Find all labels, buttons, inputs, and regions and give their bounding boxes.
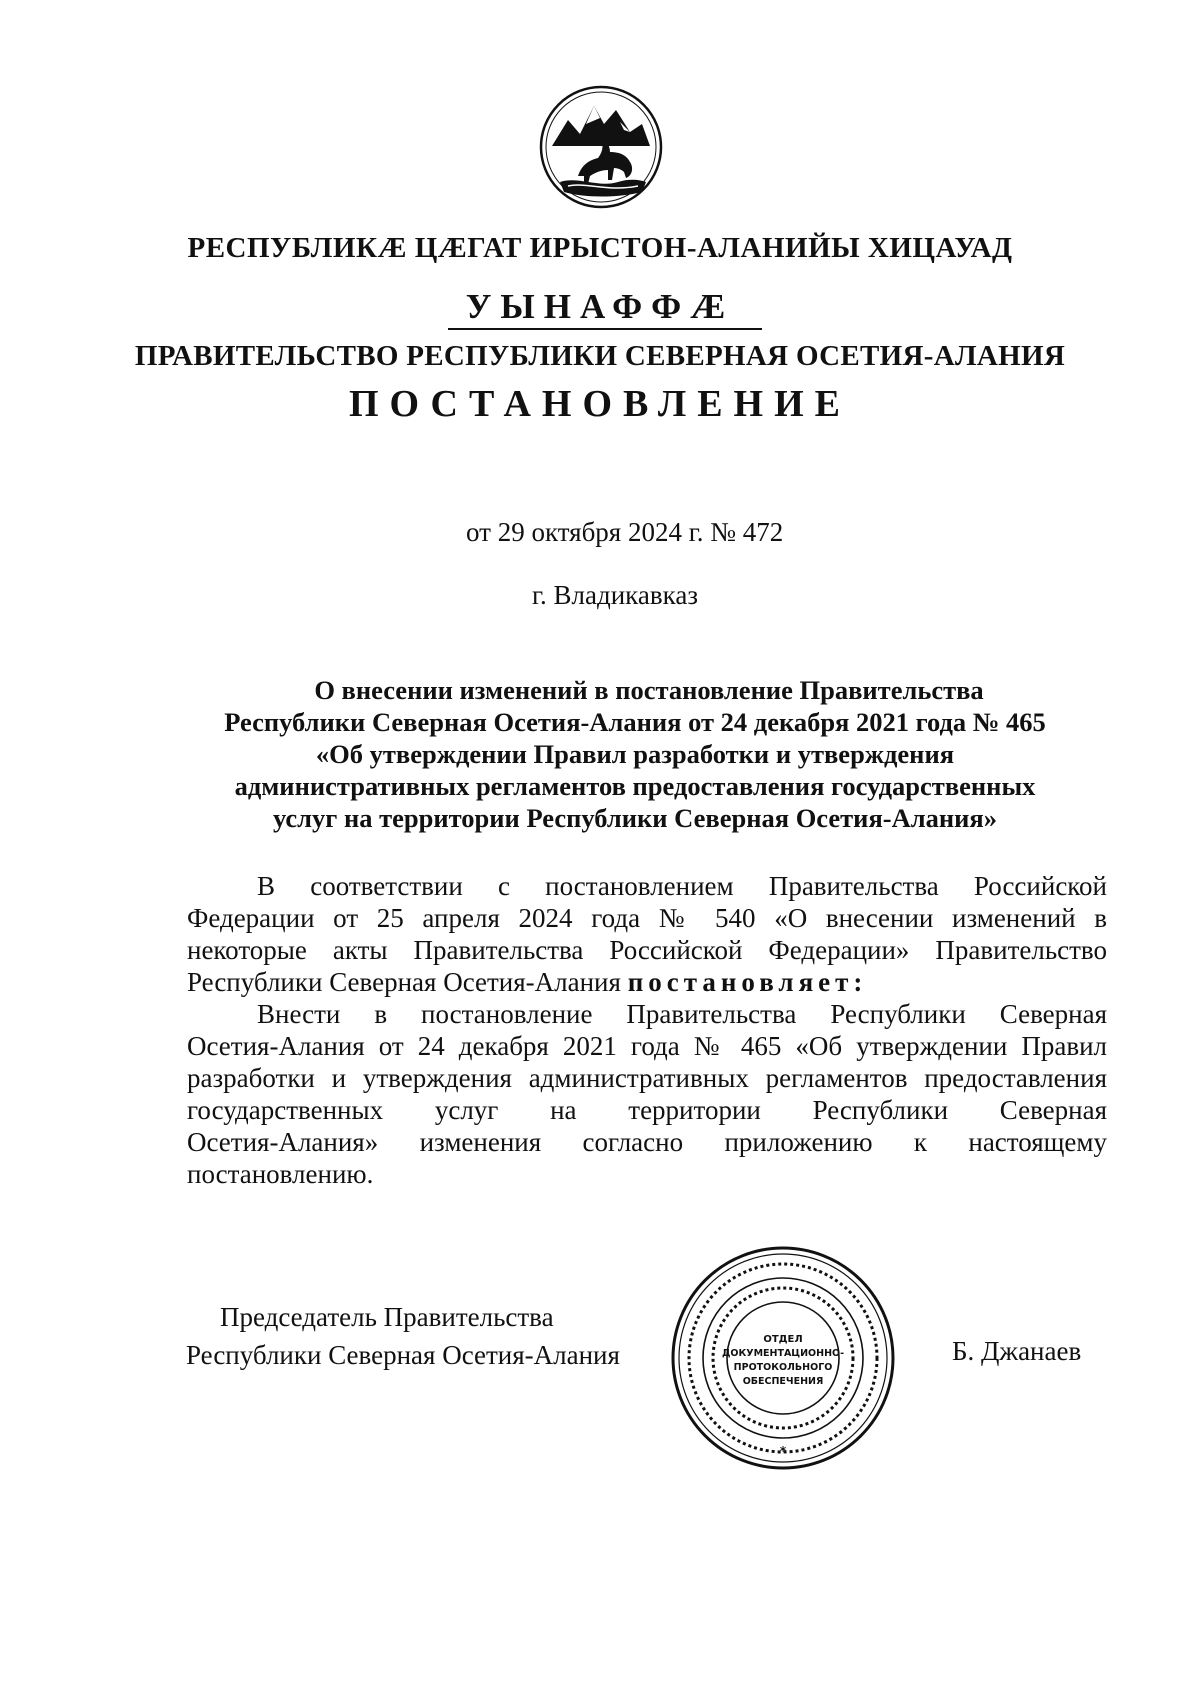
russian-document-type: ПОСТАНОВЛЕНИЕ	[348, 383, 852, 425]
body-line: государственных услуг на территории Республики Северная	[187, 1095, 1107, 1125]
stamp-center-line: ОТДЕЛ	[763, 1334, 803, 1345]
body-line: разработки и утверждения административных регламентов предоставления	[187, 1063, 1107, 1093]
stamp-center-line: ПРОТОКОЛЬНОГО	[733, 1362, 833, 1373]
stamp-center-line: ОБЕСПЕЧЕНИЯ	[742, 1376, 824, 1387]
body-line: некоторые акты Правительства Российской Федерации» Правительство	[187, 935, 1107, 965]
subject-line: услуг на территории Республики Северная Осетия-Алания»	[272, 803, 997, 833]
official-stamp-icon	[668, 1243, 898, 1473]
body-line: Осетия-Алания» изменения согласно приложению к настоящему	[187, 1127, 1107, 1157]
document-city: г. Владикавказ	[532, 580, 698, 610]
body-line: Внести в постановление Правительства Республики Северная	[257, 999, 1107, 1029]
body-line: Федерации от 25 апреля 2024 года № 540 «О внесении изменений в	[187, 903, 1107, 933]
subject-line: административных регламентов предоставления государственных	[234, 771, 1036, 801]
document-date-number: от 29 октября 2024 г. № 472	[466, 517, 784, 547]
subject-line: «Об утверждении Правил разработки и утверждения	[315, 739, 955, 769]
document-subject	[190, 674, 1080, 834]
document-body	[187, 870, 1107, 1190]
ossetian-authority-heading: РЕСПУБЛИКӔ ЦӔГАТ ИРЫСТОН-АЛАНИЙЫ ХИЦАУАД	[187, 232, 1013, 264]
subject-line: Республики Северная Осетия-Алания от 24 декабря 2021 года № 465	[224, 707, 1046, 737]
body-line: В соответствии с постановлением Правительства Российской	[257, 871, 1107, 901]
resolution-keyword: постановляет:	[627, 967, 868, 997]
coat-of-arms-icon	[538, 84, 664, 210]
ossetian-document-type: УЫНАФФӔ	[465, 287, 735, 326]
stamp-center-line: ДОКУМЕНТАЦИОННО-	[721, 1348, 845, 1359]
signatory-position-line: Республики Северная Осетия-Алания	[186, 1340, 620, 1370]
signatory-name: Б. Джанаев	[952, 1336, 1082, 1366]
body-line-with-keyword	[187, 966, 1107, 998]
signatory-position	[186, 1298, 620, 1374]
russian-authority-heading: ПРАВИТЕЛЬСТВО РЕСПУБЛИКИ СЕВЕРНАЯ ОСЕТИЯ-АЛАНИЯ	[134, 340, 1066, 372]
body-line: Осетия-Алания от 24 декабря 2021 года № 465 «Об утверждении Правил	[187, 1031, 1107, 1061]
signatory-position-line: Председатель Правительства	[220, 1302, 554, 1332]
subject-line: О внесении изменений в постановление Правительства	[314, 675, 984, 705]
body-line: постановлению.	[187, 1159, 374, 1189]
header-divider	[448, 328, 762, 330]
body-line: Республики Северная Осетия-Алания	[187, 967, 621, 997]
svg-text:*: *	[779, 1444, 787, 1458]
